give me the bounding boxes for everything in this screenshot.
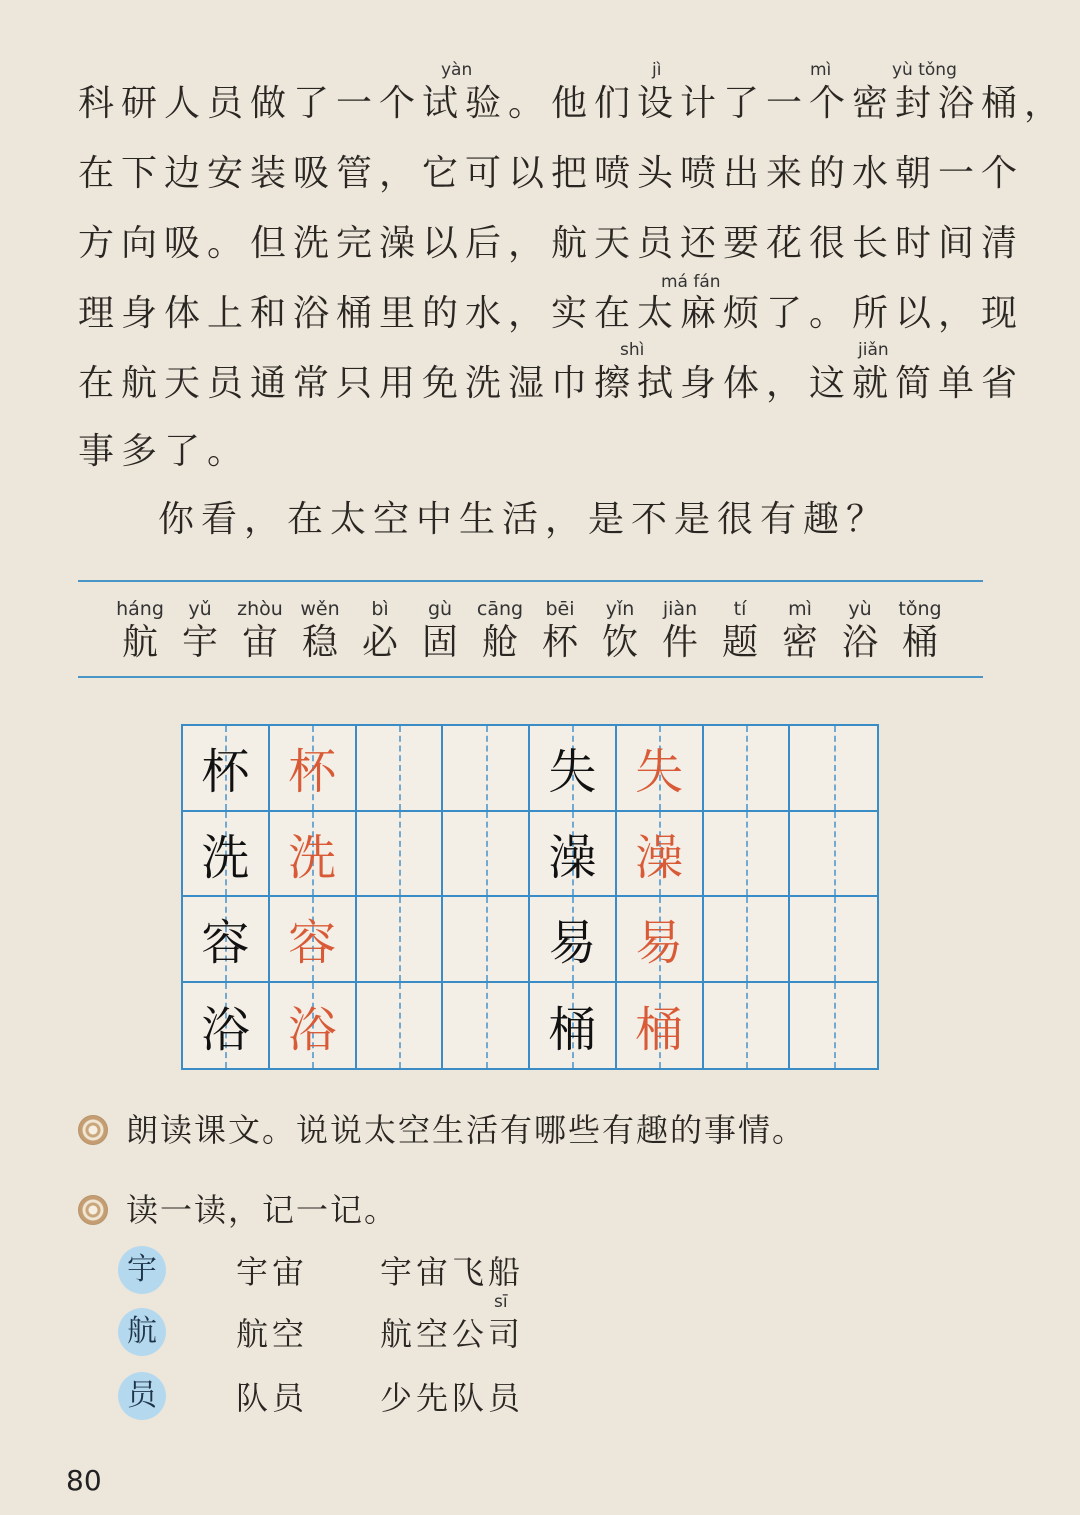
word-row-3-word1: 队员 [236, 1379, 309, 1417]
pinyin-mafan: má fán [661, 272, 721, 292]
passage-line-3: 方向吸。但洗完澡以后，航天员还要花很长时间清 [78, 223, 1025, 264]
grid-cell [617, 983, 704, 1069]
new-char-glyph: 宇 [181, 622, 218, 663]
grid-model-char: 洗 [288, 829, 337, 886]
new-char-14 [890, 598, 950, 666]
word-row-1-word1: 宇宙 [236, 1253, 309, 1291]
word-row-2-word1: 航空 [236, 1315, 309, 1353]
grid-cell [704, 983, 791, 1069]
writing-grid [181, 724, 879, 1070]
grid-guide-line [746, 983, 748, 1069]
grid-char: 易 [548, 915, 597, 972]
new-char-pinyin: tí [733, 598, 747, 620]
word-row-3-word2: 少先队员 [380, 1379, 525, 1417]
grid-cell [270, 812, 357, 898]
grid-guide-line [746, 897, 748, 981]
grid-cell [704, 726, 791, 812]
grid-cell [183, 726, 270, 812]
exercise-2 [78, 1188, 398, 1232]
grid-guide-line [486, 897, 488, 981]
grid-model-char: 浴 [288, 1001, 337, 1058]
grid-cell [357, 812, 444, 898]
grid-guide-line [834, 897, 836, 981]
grid-guide-line [486, 726, 488, 810]
word-row-1-badge: 宇 [118, 1246, 166, 1294]
grid-guide-line [399, 726, 401, 810]
grid-guide-line [399, 983, 401, 1069]
grid-cell [357, 983, 444, 1069]
grid-cell [443, 983, 530, 1069]
new-char-9 [590, 598, 650, 666]
new-char-glyph: 件 [661, 622, 698, 663]
grid-model-char: 桶 [635, 1001, 684, 1058]
new-char-glyph: 航 [121, 622, 158, 663]
new-char-pinyin: yǐn [605, 598, 635, 620]
grid-cell [790, 726, 877, 812]
new-char-7 [470, 598, 530, 666]
new-char-glyph: 固 [421, 622, 458, 663]
new-char-10 [650, 598, 710, 666]
new-char-2 [170, 598, 230, 666]
pinyin-yutong: yù tǒng [892, 60, 957, 80]
new-char-pinyin: yù [848, 598, 872, 620]
new-char-4 [290, 598, 350, 666]
new-char-pinyin: jiàn [662, 598, 698, 620]
grid-cell [183, 897, 270, 983]
grid-model-char: 杯 [288, 744, 337, 801]
grid-char: 桶 [548, 1001, 597, 1058]
grid-cell [617, 897, 704, 983]
exercise-1-icon [78, 1115, 108, 1145]
grid-char: 失 [548, 744, 597, 801]
grid-guide-line [746, 812, 748, 896]
passage-line-5: 在航天员通常只用免洗湿巾擦拭身体，这就简单省 [78, 363, 1025, 404]
new-char-glyph: 密 [781, 622, 818, 663]
grid-char: 洗 [201, 829, 250, 886]
new-char-5 [350, 598, 410, 666]
new-char-pinyin: bì [371, 598, 389, 620]
pinyin-mi: mì [810, 60, 832, 80]
pinyin-shi: shì [620, 340, 645, 360]
grid-cell [270, 726, 357, 812]
grid-guide-line [399, 812, 401, 896]
grid-cell [443, 897, 530, 983]
new-char-pinyin: mì [788, 598, 812, 620]
grid-cell [790, 897, 877, 983]
passage-line-1: 科研人员做了一个试验。他们设计了一个密封浴桶， [78, 83, 1068, 124]
new-char-glyph: 必 [361, 622, 398, 663]
new-char-glyph: 杯 [541, 622, 578, 663]
grid-cell [443, 726, 530, 812]
page-number: 80 [66, 1464, 102, 1497]
grid-cell [530, 726, 617, 812]
grid-cell [704, 897, 791, 983]
new-char-glyph: 饮 [601, 622, 638, 663]
pinyin-yan: yàn [441, 60, 473, 80]
grid-cell [270, 983, 357, 1069]
grid-guide-line [834, 983, 836, 1069]
exercise-2-text: 读一读，记一记。 [126, 1191, 399, 1229]
grid-guide-line [399, 897, 401, 981]
passage-line-7: 你看，在太空中生活，是不是很有趣？ [158, 499, 890, 540]
new-char-glyph: 宙 [241, 622, 278, 663]
grid-char: 浴 [201, 1001, 250, 1058]
new-char-6 [410, 598, 470, 666]
new-char-glyph: 桶 [901, 622, 938, 663]
grid-cell [183, 812, 270, 898]
new-char-pinyin: wěn [300, 598, 340, 620]
new-char-pinyin: bēi [545, 598, 575, 620]
grid-cell [530, 897, 617, 983]
grid-cell [530, 983, 617, 1069]
grid-model-char: 澡 [635, 829, 684, 886]
new-char-glyph: 舱 [481, 622, 518, 663]
new-char-12 [770, 598, 830, 666]
passage-line-2: 在下边安装吸管，它可以把喷头喷出来的水朝一个 [78, 153, 1025, 194]
grid-guide-line [486, 812, 488, 896]
new-char-8 [530, 598, 590, 666]
word-row-1-word2: 宇宙飞船 [380, 1253, 525, 1291]
grid-guide-line [834, 726, 836, 810]
new-char-pinyin: tǒng [898, 598, 942, 620]
grid-cell [270, 897, 357, 983]
grid-char: 容 [201, 915, 250, 972]
word-row-3-badge: 员 [118, 1372, 166, 1420]
word-row-2-badge: 航 [118, 1308, 166, 1356]
passage-line-4: 理身体上和浴桶里的水，实在太麻烦了。所以，现 [78, 293, 1025, 334]
grid-cell [530, 812, 617, 898]
grid-char: 杯 [201, 744, 250, 801]
new-char-pinyin: yǔ [188, 598, 212, 620]
word-row-2-word2: 航空公司 [380, 1315, 525, 1353]
new-char-1 [110, 598, 170, 666]
grid-cell [617, 726, 704, 812]
grid-cell [617, 812, 704, 898]
grid-cell [183, 983, 270, 1069]
grid-model-char: 易 [635, 915, 684, 972]
grid-cell [443, 812, 530, 898]
new-char-glyph: 题 [721, 622, 758, 663]
grid-guide-line [834, 812, 836, 896]
rule-top [78, 580, 983, 582]
grid-cell [704, 812, 791, 898]
grid-cell [790, 812, 877, 898]
exercise-1 [78, 1108, 806, 1152]
new-char-pinyin: zhòu [237, 598, 283, 620]
grid-model-char: 失 [635, 744, 684, 801]
passage-line-6: 事多了。 [78, 431, 251, 472]
grid-model-char: 容 [288, 915, 337, 972]
pinyin-si: sī [494, 1292, 508, 1312]
grid-cell [357, 897, 444, 983]
new-char-pinyin: gù [427, 598, 453, 620]
exercise-2-icon [78, 1195, 108, 1225]
new-char-3 [230, 598, 290, 666]
grid-cell [790, 983, 877, 1069]
pinyin-jian: jiǎn [858, 340, 889, 360]
grid-guide-line [746, 726, 748, 810]
new-char-pinyin: háng [116, 598, 164, 620]
grid-char: 澡 [548, 829, 597, 886]
grid-guide-line [486, 983, 488, 1069]
new-char-glyph: 稳 [301, 622, 338, 663]
exercise-1-text: 朗读课文。说说太空生活有哪些有趣的事情。 [126, 1111, 807, 1149]
new-char-11 [710, 598, 770, 666]
pinyin-ji: jì [652, 60, 662, 80]
grid-cell [357, 726, 444, 812]
rule-bottom [78, 676, 983, 678]
new-char-pinyin: cāng [476, 598, 524, 620]
new-char-13 [830, 598, 890, 666]
new-char-glyph: 浴 [841, 622, 878, 663]
